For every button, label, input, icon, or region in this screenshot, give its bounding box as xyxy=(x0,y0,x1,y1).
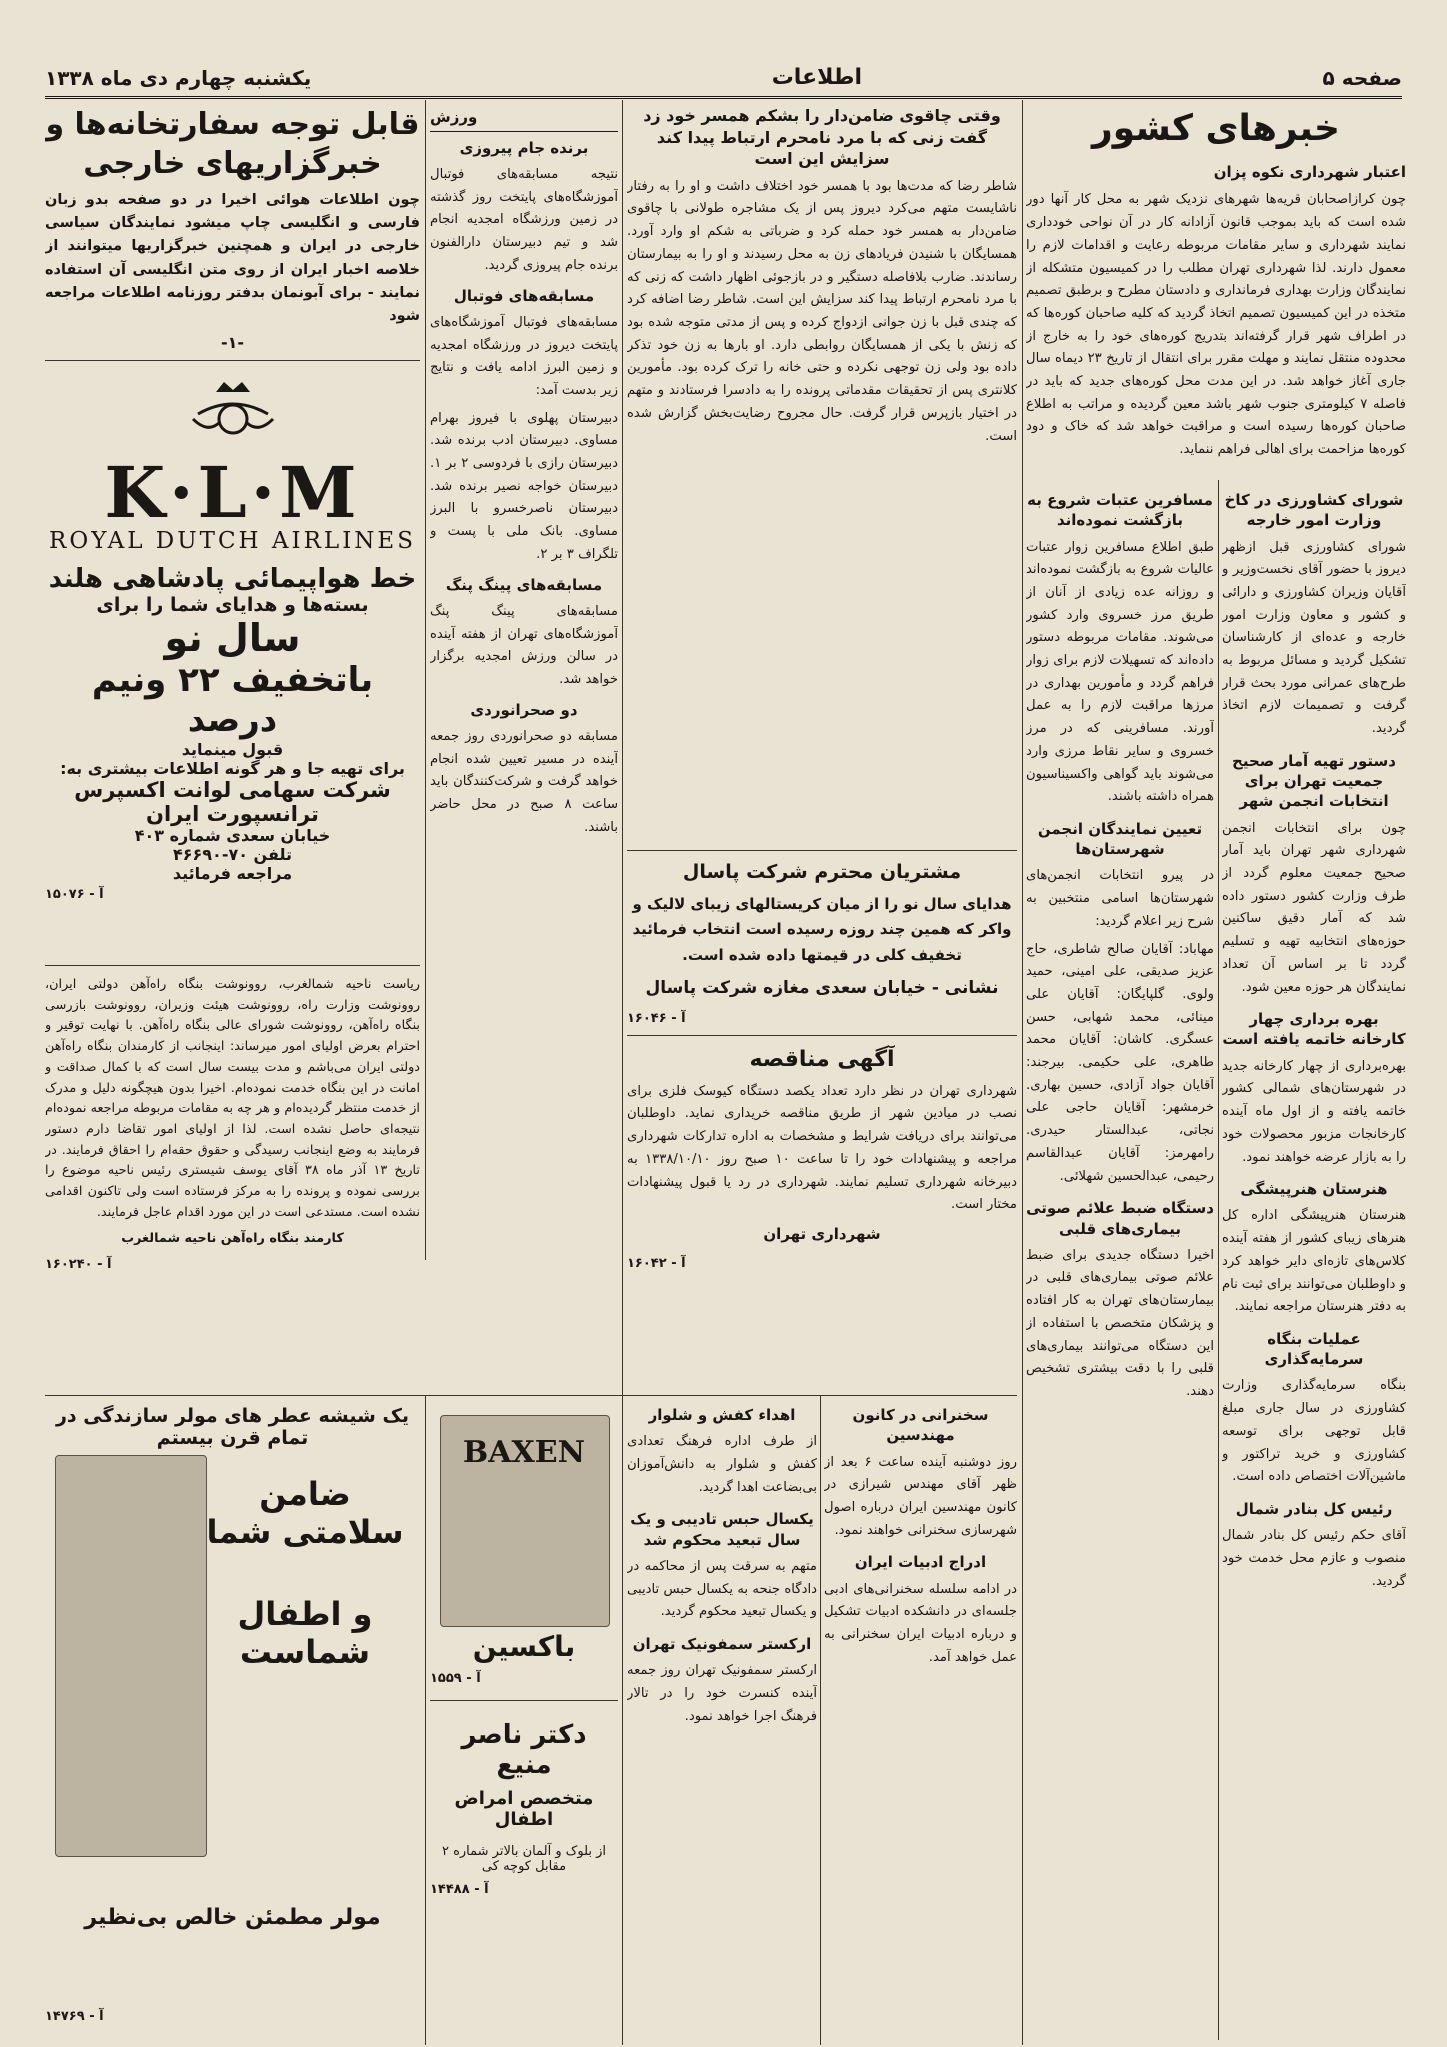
article-body: بهره‌برداری از چهار کارخانه جدید در شهرستان‌های شمالی کشور خاتمه یافته و از اول ماه آینده کارخانجات مزبور محصولات خود را به بازار عرضه خواهند نمود. xyxy=(1222,1058,1406,1165)
klm-line: سال نو xyxy=(164,616,301,660)
article-title: ادراج ادبیات ایران xyxy=(854,1553,987,1572)
column-rule xyxy=(425,100,426,1260)
article-title: سخنرانی در کانون مهندسین xyxy=(852,1406,989,1445)
woman-portrait xyxy=(55,1455,207,1857)
perfume-ad xyxy=(45,1405,420,2040)
perfume-line: یک شیشه عطر های مولر سازندگی در تمام قرن بیستم xyxy=(55,1405,410,1449)
pasal-ad xyxy=(627,860,1017,1030)
section-rule xyxy=(627,1035,1017,1036)
embassy-notice xyxy=(45,105,420,355)
doctor-name: دکتر ناصر منیع xyxy=(461,1720,587,1780)
doctor-specialty: متخصص امراض اطفال xyxy=(454,1788,594,1830)
article-body: در ادامه سلسله سخنرانی‌های ادبی جلسه‌ای در دانشکده ادبیات تشکیل و درباره ادبیات ایران سخنرانی به عمل خواهد آمد. xyxy=(824,1581,1017,1665)
article-title: عملیات بنگاه سرمایه‌گذاری xyxy=(1264,1329,1364,1369)
column-3-story xyxy=(627,105,1017,845)
article-body: چون برای انتخابات انجمن شهرداری شهر تهران باید آمار صحیح جمعیت معلوم گردد از طرف وزارت کشور دستور داده شد که آمار دقیق ساکنین حوزه‌های انتخابیه تهیه و تسلیم گردد تا بر اساس آن تعداد نمایندگان هر حوزه معین شود. xyxy=(1222,820,1406,995)
doctor-ad xyxy=(430,1710,618,2040)
article-title: دو صحرانوردی xyxy=(470,700,578,719)
section-label: ورزش xyxy=(430,105,618,132)
article-title: ارکستر سمفونیک تهران xyxy=(632,1634,812,1653)
baxen-logo: BAXEN xyxy=(462,1435,586,1470)
article-title: تعیین نمایندگان انجمن شهرستان‌ها xyxy=(1037,819,1203,859)
perfume-line: ضامن سلامتی شما xyxy=(206,1475,404,1551)
article-body: مسابقه‌های فوتبال آموزشگاه‌های پایتخت دیروز در ورزشگاه امجدیه و زمین البرز ادامه یافت و نتایج زیر بدست آمد: xyxy=(430,314,618,398)
klm-crown-icon xyxy=(45,374,420,458)
column-1-lower-right xyxy=(1222,490,1406,2035)
article-body: متهم به سرقت پس از محاکمه در دادگاه جنحه به یکسال حبس تادیبی و یکسال تبعید محکوم گردید. xyxy=(627,1558,817,1620)
article-title: بهره برداری چهار کارخانه خاتمه یافته است xyxy=(1222,1010,1406,1049)
article-title: اهداء کفش و شلوار xyxy=(648,1406,796,1424)
article-list: دبیرستان پهلوی با فیروز بهرام مساوی. دبیرستان ادب برنده شد. دبیرستان رازی با فردوسی ۲ بر ۱. دبیرستان خواجه نصیر برنده شد. دبیرستان ناصرخسرو با البرز مساوی. بانک ملی با پست و تلگراف ۳ بر ۲. xyxy=(430,410,618,562)
tender-body: شهرداری تهران در نظر دارد تعداد یکصد دستگاه کیوسک فلزی برای نصب در میادین شهر از طریق مناقصه خریداری نماید. داوطلبان می‌توانند برای دریافت شرایط و مشخصات به اداره تدارکات شهرداری مراجعه و پیشنهادات خود را تا ساعت ۱۰ صبح روز ۱۳۳۸/۱۰/۱۰ به دبیرخانه شهرداری تسلیم نمایند. شهرداری در رد یا قبول پیشنهادات مختار است. xyxy=(627,1083,1017,1213)
column-2 xyxy=(1026,490,1214,2035)
klm-subtitle: ROYAL DUTCH AIRLINES xyxy=(49,528,416,554)
article-title: اعتبار شهرداری نکوه پزان xyxy=(1213,162,1406,181)
tender-code: آ - ۱۶۰۴۲ xyxy=(627,1255,686,1271)
notice-signature: کارمند بنگاه راه‌آهن ناحیه شمالغرب xyxy=(121,1230,344,1246)
ad-title: مشتریان محترم شرکت پاسال xyxy=(682,861,962,883)
notice-body: چون اطلاعات هوائی اخیرا در دو صفحه بدو زبان فارسی و انگلیسی چاپ میشود نمایندگان سیاسی خارجی در ایران و همچنین خبرگزاریها میتوانند از خلاصه اخبار ایران از روی متن انگلیسی آن استفاده نمایند - برای آبونمان بدفتر روزنامه اطلاعات مراجعه شود xyxy=(45,192,420,324)
klm-logo: K·L·M xyxy=(104,451,361,534)
column-rule xyxy=(1022,100,1023,2045)
article-title: مسافرین عتبات شروع به بازگشت نموده‌اند xyxy=(1027,491,1213,530)
section-rule xyxy=(45,360,420,361)
klm-line: شرکت سهامی لوانت اکسپرس ترانسپورت ایران xyxy=(74,778,391,826)
article-body: آقای حکم رئیس کل بنادر شمال منصوب و عازم محل خدمت خود گردید. xyxy=(1222,1528,1406,1589)
notice-body: ریاست ناحیه شمالغرب، روونوشت بنگاه راه‌آهن دولتی ایران، روونوشت وزارت راه، روونوشت هیئت وزیران، روونوشت بازرسی بنگاه راه‌آهن، روونوشت شورای عالی بنگاه راه‌آهن. با نهایت توقیر و احترام بعرض اولیای امور میرساند: اینجانب از کارمندان بنگاه راه‌آهن دولتی ایران می‌باشم و مدت بیست سال است که با کمال صداقت و امانت در این بنگاه خدمت نموده‌ام. اخیرا بدون هیچگونه دلیل و مدرک از خدمت منتظر گردیده‌ام و هر چه به مقامات مربوطه مراجعه نموده‌ام نتیجه‌ای حاصل نشده است. لذا از اولیای امور تقاضا دارم دستور فرمایند به وضع اینجانب رسیدگی و حقوق حقه‌ام را احقاق فرمایند. در تاریخ ۱۳ آذر ماه ۳۸ آقای یوسف شیستری رئیس ناحیه موضوع را بررسی نموده و پرونده را به مرکز فرستاده است ولی تاکنون اقدامی نشده است. مستدعی است در این مورد اقدام عاجل فرمایند. xyxy=(45,977,420,1220)
klm-line: باتخفیف ۲۲ ونیم درصد xyxy=(91,660,374,740)
section-rule xyxy=(627,850,1017,851)
article-title: برنده جام پیروزی xyxy=(459,138,589,157)
ad-address: نشانی - خیابان سعدی مغازه شرکت پاسال xyxy=(645,978,999,999)
article-title: دستور تهیه آمار صحیح جمعیت تهران برای انتخابات انجمن شهر xyxy=(1232,751,1396,811)
perfume-code: آ - ۱۴۷۶۹ xyxy=(45,2009,104,2024)
news-section-title: خبرهای کشور xyxy=(1092,108,1340,149)
baxen-code: آ - ۱۵۵۹ xyxy=(430,1671,481,1686)
article-body: شورای کشاورزی قبل ازظهر دیروز با حضور آقای نخست‌وزیر و آقایان وزیران کشاورزی و دارائی و کشور و معاون وزارت امور خارجه و عده‌ای از کارشناسان تشکیل گردید و مسائل مربوط به طرح‌های عمرانی مورد بحث قرار گرفت و تصمیمات لازم اتخاذ گردید. xyxy=(1222,539,1406,737)
doctor-address: از بلوک و آلمان بالاتر شماره ۲ مقابل کوچه کی xyxy=(441,1844,607,1874)
newspaper-name: اطلاعات xyxy=(771,65,863,90)
klm-code: آ - ۱۵۰۷۶ xyxy=(45,887,104,902)
page-number: صفحه ۵ xyxy=(1322,66,1402,90)
notice-code: -۱- xyxy=(220,333,245,353)
notice-code: آ - ۱۶۰۲۴۰ xyxy=(45,1257,112,1273)
article-body: طبق اطلاع مسافرین زوار عتبات عالیات شروع به بازگشت نموده‌اند و روزانه عده زیادی از آنان از طریق مرز خسروی وارد کشور می‌شوند. مقامات مربوطه دستور داده‌اند که تسهیلات لازم برای زوار فراهم گردد و مأمورین بهداری در مرزها مراقبت لازم را به عمل آورند. مسافرینی که در مرز خسروی و سایر نقاط مرزی وارد می‌شوند باید گواهی واکسیناسیون همراه داشته باشند. xyxy=(1026,539,1214,805)
ad-body: هدایای سال نو را از میان کریستالهای زیبای لالیک و واکر که همین چند روزه رسیده است انتخاب فرمائید تخفیف کلی در قیمتها داده شده است. xyxy=(632,894,1012,965)
article-body: مسابقه دو صحرانوردی روز جمعه آینده در مسیر تعیین شده انجام خواهد گرفت و شرکت‌کنندگان باید ساعت ۸ صبح در محل حاضر باشند. xyxy=(430,728,618,835)
article-list: مهاباد: آقایان صالح شاطری، حاج عزیز صدیقی، علی امینی، حمید ولوی. گلپایگان: آقایان علی مینائی، محمد شهابی، حسن عسگری. کاشان: آقایان محمد طاهری، علی حکیمی. بیرجند: آقایان جواد آزادی، حسین بهاری. خرمشهر: آقایان حاجی علی نجاتی، عبدالستار حیدری. رامهرمز: آقایان عبدالقاسم رحیمی، عبدالحسین شهلائی. xyxy=(1026,941,1214,1184)
klm-line: بسته‌ها و هدایای شما را برای xyxy=(96,594,369,616)
klm-line: خط هواپیمائی پادشاهی هلند xyxy=(48,564,417,594)
article-body: مسابقه‌های پینگ پنگ آموزشگاه‌های تهران از هفته آینده در سالن ورزش امجدیه برگزار خواهد شد. xyxy=(430,603,618,687)
klm-line: قبول مینماید xyxy=(181,740,284,759)
baxen-name: باکسین xyxy=(472,1630,576,1663)
article-body: ارکستر سمفونیک تهران روز جمعه آینده کنسرت خود را در تالار فرهنگ اجرا خواهد نمود. xyxy=(627,1663,817,1724)
page-header xyxy=(45,50,1402,99)
klm-line: مراجعه فرمائید xyxy=(172,864,293,883)
baxen-ad xyxy=(430,1405,618,1695)
klm-line: تلفن ۷۰-۴۶۶۹۰ xyxy=(172,845,293,864)
column-rule xyxy=(820,1395,821,2045)
article-body: چون کرازاصحابان قریه‌ها شهرهای نزدیک شهر به محل کار آنها دور شده است که باید بموجب قانون آزادانه کار در آن نواحی خودداری نمایند شهرداری و سایر مقامات مربوطه رعایت و اقدامات لازم را معمول دارند. لذا شهرداری تهران مطلب را در کمیسیون متشکله از نمایندگان وزارت بهداری فرمانداری و دادستان مطرح و برطبق تصمیم متخذه در این کمیسیون تصمیم اتخاذ گردید که کلیه صاحبان کوره‌ها که در اطراف شهر قرار گرفته‌اند بتدریج کوره‌های خود را به خارج از محدوده منتقل نمایند و مهلت مقرر برای انتقال از تاریخ ۲۳ دیماه سال جاری آغاز خواهد شد. در این مدت محل کوره‌های جدید که باید در فاصله ۷ کیلومتری جنوب شهر باشد معین گردیده و مراتب به اطلاع صاحبان کوره‌ها رسیده است و مراقبت خواهد شد که خاک و دود کوره‌ها مزاحمت برای اهالی فراهم ننماید. xyxy=(1026,192,1406,458)
sports-column xyxy=(430,105,618,1390)
railway-employee-notice xyxy=(45,975,420,1390)
section-rule xyxy=(45,965,420,966)
article-body: نتیجه مسابقه‌های فوتبال آموزشگاه‌های پایتخت روز گذشته در زمین ورزشگاه امجدیه انجام شد و تیم دبیرستان دارالفنون برنده جام پیروزی گردید. xyxy=(430,167,618,273)
notice-title: قابل توجه سفارتخانه‌ها و خبرگزاریهای خارجی xyxy=(45,107,420,181)
perfume-line: مولر مطمئن خالص بی‌نظیر xyxy=(84,1905,381,1930)
issue-date: یکشنبه چهارم دی ماه ۱۳۳۸ xyxy=(45,66,312,90)
article-title: هنرستان هنرپیشگی xyxy=(1240,1180,1388,1199)
column-rule xyxy=(425,1395,426,2045)
story-title: وقتی چاقوی ضامن‌دار را بشکم همسر خود زد گفت زنی که با مرد نامحرم ارتباط پیدا کند سزایش این است xyxy=(643,106,1001,169)
article-title: مسابقه‌های فوتبال xyxy=(453,286,595,305)
story-body: شاطر رضا که مدت‌ها بود با همسر خود اختلاف داشت و او را به رفتار ناشایست متهم می‌کرد دیروز پس از یک مشاجره طولانی با چاقوی ضامن‌دار به همسر خود حمله کرد و ضرباتی به شکم او وارد آورد. همسایگان با شنیدن فریادهای زن به محل رسیدند و او را به بیمارستان رساندند. ضارب بلافاصله دستگیر و در بازجوئی اظهار داشت که زنی که با مرد نامحرم ارتباط پیدا کند سزایش این است. شاطر رضا اضافه کرد که چندی قبل با زن جوانی ازدواج کرده و پس از مدتی متوجه شده بود که زنش با یکی از همسایگان روابطی دارد. او بارها به زن خود تذکر داده بود ولی زن توجهی نکرده و حتی خانه را ترک کرده بود. مأمورین کلانتری پس از تحقیقات مقدماتی پرونده را به دادسرا فرستادند و متهم در اختیار بازپرس قرار گرفت. حال مجروح رضایت‌بخش گزارش شده است. xyxy=(627,178,1017,444)
article-title: یکسال حبس تادیبی و یک سال تبعید محکوم شد xyxy=(630,1510,814,1549)
klm-ad xyxy=(45,370,420,960)
tender-title: آگهی مناقصه xyxy=(749,1047,895,1072)
article-title: مسابقه‌های پینگ پنگ xyxy=(445,575,603,594)
section-rule xyxy=(425,1395,1017,1396)
column-3-lower-right xyxy=(824,1405,1017,2040)
article-body: روز دوشنبه آینده ساعت ۶ بعد از ظهر آقای مهندس شیرازی در کانون مهندسین ایران درباره اصول شهرسازی سخنرانی خواهند نمود. xyxy=(824,1454,1017,1538)
klm-line: برای تهیه جا و هر گونه اطلاعات بیشتری به: xyxy=(60,759,405,778)
perfume-line: و اطفال شماست xyxy=(237,1595,373,1671)
article-body: هنرستان هنرپیشگی اداره کل هنرهای زیبای کشور از هفته آینده کلاس‌های تازه‌ای دایر خواهد کرد و داوطلبان می‌توانند برای ثبت نام به دفتر هنرستان مراجعه نمایند. xyxy=(1222,1208,1406,1315)
article-body: از طرف اداره فرهنگ تعدادی کفش و شلوار به دانش‌آموزان بی‌بضاعت اهدا گردید. xyxy=(627,1434,817,1495)
article-title: شورای کشاورزی در کاخ وزارت امور خارجه xyxy=(1224,491,1404,530)
article-title: رئیس کل بنادر شمال xyxy=(1235,1500,1393,1518)
section-rule xyxy=(45,1395,425,1396)
column-rule xyxy=(622,100,623,2045)
article-body: اخیرا دستگاه جدیدی برای ضبط علائم صوتی بیماری‌های قلبی در بیمارستان‌های تهران به کار افتاده و پزشکان متخصص با استفاده از این دستگاه می‌توانند بیماری‌های قلبی را با دقت بیشتری تشخیص دهند. xyxy=(1026,1247,1214,1399)
tender-signature: شهرداری تهران xyxy=(763,1224,881,1243)
tender-notice xyxy=(627,1045,1017,1390)
doctor-code: آ - ۱۴۴۸۸ xyxy=(430,1882,489,1897)
ad-code: آ - ۱۶۰۴۶ xyxy=(627,1011,686,1027)
article-title: دستگاه ضبط علائم صوتی بیماری‌های قلبی xyxy=(1026,1199,1214,1238)
column-3-lower-left xyxy=(627,1405,817,2040)
article-body: بنگاه سرمایه‌گذاری وزارت کشاورزی در سال جاری مبلغ قابل توجهی برای توسعه کشاورزی و خرید تراکتور و ماشین‌آلات اختصاص داده است. xyxy=(1222,1378,1406,1485)
article-body: در پیرو انتخابات انجمن‌های شهرستان‌ها اسامی منتخبین به شرح زیر اعلام گردید: xyxy=(1026,868,1214,929)
klm-line: خیابان سعدی شماره ۴۰۳ xyxy=(134,826,331,845)
section-rule xyxy=(430,1700,618,1701)
